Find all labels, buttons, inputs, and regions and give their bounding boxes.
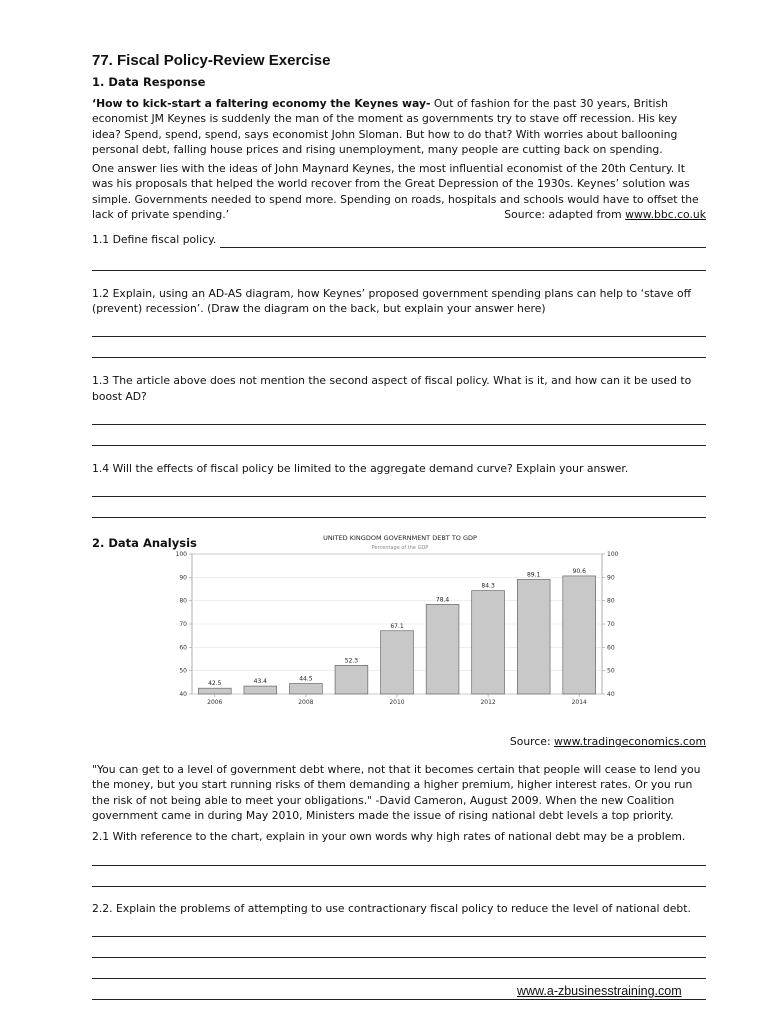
y-tick-label: 80 [179, 597, 187, 605]
bbc-link[interactable]: www.bbc.co.uk [625, 208, 706, 222]
y-tick-label: 60 [179, 644, 187, 652]
bar [289, 684, 322, 695]
bar [426, 604, 459, 694]
chart-source [92, 735, 706, 748]
chart-title: UNITED KINGDOM GOVERNMENT DEBT TO GDP [323, 534, 477, 542]
question-2-1: 2.1 With reference to the chart, explain in your own words why high rates of national debt may be a problem. [92, 830, 686, 844]
answer-line[interactable] [92, 999, 706, 1000]
y-tick-label: 100 [175, 551, 187, 558]
page-title: 77. Fiscal Policy-Review Exercise [92, 52, 331, 69]
bar [244, 686, 277, 694]
section-1-heading: 1. Data Response [92, 75, 206, 89]
data-label: 44.5 [299, 675, 313, 683]
question-1-1-text: 1.1 Define fiscal policy. [92, 233, 217, 247]
x-tick-label: 2012 [480, 699, 496, 706]
debt-to-gdp-chart [170, 528, 630, 708]
worksheet [92, 52, 706, 1000]
tradingeconomics-link[interactable]: www.tradingeconomics.com [554, 735, 706, 749]
y-tick-label: 70 [179, 621, 187, 628]
section-2-heading: 2. Data Analysis [92, 536, 197, 551]
data-label: 84.3 [481, 582, 495, 590]
bar [472, 591, 505, 694]
bar [381, 631, 414, 694]
question-2-2: 2.2. Explain the problems of attempting to use contractionary fiscal policy to reduce the level of national debt. [92, 901, 691, 915]
bar [335, 665, 368, 694]
y-tick-label-right: 40 [607, 691, 615, 698]
x-tick-label: 2008 [298, 699, 314, 706]
y-tick-label: 90 [179, 574, 187, 582]
question-1-4: 1.4 Will the effects of fiscal policy be limited to the aggregate demand curve? Explain your answer. [92, 461, 629, 475]
y-tick-label: 40 [179, 691, 187, 698]
article-text-2: One answer lies with the ideas of John Maynard Keynes, the most influential economist of the 20th Century. It was his proposals that helped the world recover from the Great Depression of the 1930s. Keynes’ solution was simple. Governments needed to spend more. Spending on roads, hospitals and schools would have to offset the lack of private spending.’ [92, 162, 699, 222]
question-1-1 [92, 232, 706, 247]
y-tick-label-right: 80 [607, 597, 615, 605]
article-text-1: Out of fashion for the past 30 years, British economist JM Keynes is suddenly the man of the moment as governments try to stave off recession. His key idea? Spend, spend, spend, says economist John Sloman. But how to do that? With worries about ballooning personal debt, falling house prices and rising unemployment, many people are cutting back on spending. [92, 97, 678, 156]
chart-subtitle: Percentage of the GDP [371, 545, 429, 551]
article-lead: ‘How to kick-start a faltering economy the Keynes way- [92, 97, 431, 110]
bar [563, 576, 596, 694]
y-tick-label-right: 60 [607, 644, 615, 652]
y-tick-label-right: 90 [607, 574, 615, 582]
question-1-3: 1.3 The article above does not mention the second aspect of fiscal policy. What is it, and how can it be used to boost AD? [92, 374, 692, 403]
y-tick-label-right: 70 [607, 621, 615, 628]
data-label: 78.4 [435, 596, 450, 604]
data-label: 43.4 [253, 678, 268, 686]
bar [198, 688, 231, 694]
x-tick-label: 2010 [389, 699, 405, 706]
x-tick-label: 2006 [207, 699, 223, 706]
y-tick-label-right: 100 [607, 551, 619, 558]
footer-link[interactable]: www.a-zbusinesstraining.com [517, 984, 682, 998]
y-tick-label-right: 50 [607, 667, 615, 675]
data-label: 52.3 [344, 657, 359, 665]
bar [517, 579, 550, 694]
bars [198, 568, 595, 694]
question-1-2: 1.2 Explain, using an AD-AS diagram, how Keynes’ proposed government spending plans can help to ‘stave off (prevent) recession’. (Draw the diagram on the back, but explain your answer here) [92, 286, 692, 315]
data-label: 89.1 [526, 571, 541, 579]
y-tick-label: 50 [179, 667, 187, 675]
article-source [504, 207, 706, 222]
chart-source-prefix: Source: [509, 735, 555, 749]
cameron-quote: "You can get to a level of government debt where, not that it becomes certain that people will cease to lend you the money, but you start running risks of them demanding a higher premium, higher interest rates. Or you run the risk of not being able to meet your obligations." -David Cameron, August 2009. When the new Coalition government came in during May 2010, Ministers made the issue of rising national debt levels a top priority. [92, 763, 701, 823]
answer-line[interactable] [220, 236, 706, 248]
article-paragraph-2 [92, 161, 706, 222]
article-source-prefix: Source: adapted from [504, 208, 626, 222]
article-paragraph-1 [92, 96, 706, 157]
data-label: 42.5 [208, 680, 222, 688]
data-label: 67.1 [390, 622, 404, 630]
data-label: 90.6 [572, 567, 586, 575]
x-tick-label: 2014 [571, 699, 587, 706]
